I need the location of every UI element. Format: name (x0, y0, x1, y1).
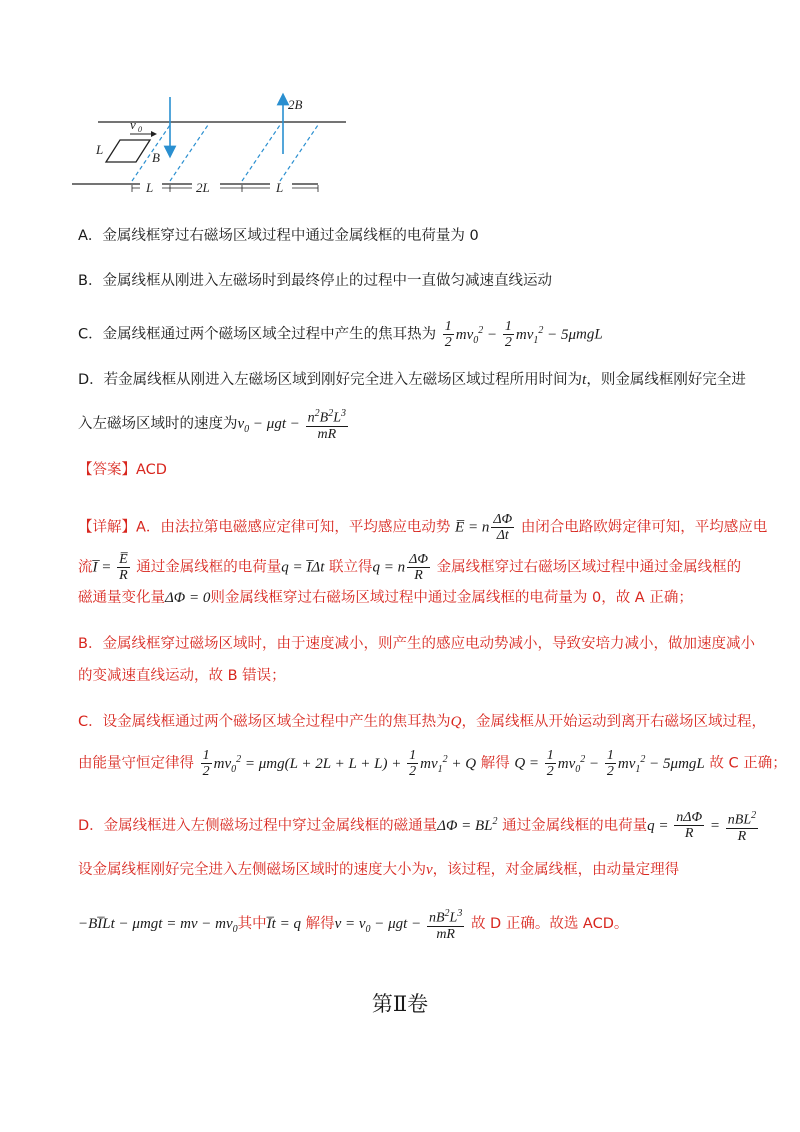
label-B: B (152, 150, 160, 165)
magnetic-field-figure (70, 92, 360, 202)
detail-line-4: B．金属线框穿过磁场区域时，由于速度减小，则产生的感应电动势减小，导致安培力减小，做加速度减小 (78, 636, 755, 652)
option-b: B．金属线框从刚进入左磁场时到最终停止的过程中一直做匀减速直线运动 (78, 273, 552, 289)
option-a: A．金属线框穿过右磁场区域过程中通过金属线框的电荷量为 0 (78, 228, 479, 244)
detail-line-9: 设金属线框刚好完全进入左侧磁场区域时的速度大小为v，该过程，对金属线框，由动量定理得 (78, 862, 680, 878)
detail-line-7: 由能量守恒定律得 $\frac{1}{2}$ $mv_0^2 = \mu mg(L + 2L + L + L)$ + $\frac{1}{2}$ $mv_1^2 + Q$ 解得 Q = $\frac{1}{2}$ $mv_0^2$ − $\frac{1}{2}$ $mv_1^2 - 5\mu mgL$ 故 C 正确； (78, 748, 787, 779)
detail-line-6: C．设金属线框通过两个磁场区域全过程中产生的焦耳热为Q，金属线框从开始运动到离开右磁场区域过程， (78, 714, 766, 730)
label-2B: 2B (288, 97, 303, 112)
option-d-line1: D．若金属线框从刚进入左磁场区域到刚好完全进入左磁场区域过程所用时间为t，则金属线框刚好完全进 (78, 372, 746, 388)
detail-line-8: D．金属线框进入左侧磁场过程中穿过金属线框的磁通量$\Delta\Phi = BL^2$ 通过金属线框的电荷量q = $\frac{\text{nΔΦ}}{R}$ = $\frac{nBL^2}{R}$ (78, 810, 757, 844)
metal-frame (106, 140, 150, 162)
dim-label-L1: L (146, 180, 154, 195)
option-d-line2: 入左磁场区域时的速度为$v_0 - \mu gt$ − $\frac{n^2B^2L^3}{mR}$ (78, 408, 346, 442)
option-c: C．金属线框通过两个磁场区域全过程中产生的焦耳热为 $\frac{1}{2}$ $mv_0^2$ − $\frac{1}{2}$ $mv_1^2 - 5\mu mgL$ (78, 319, 603, 350)
field-boundary-3 (242, 125, 280, 181)
detail-line-10: −BI̅Lt − μmgt = mv − $mv_0$其中I̅t = q 解得$v = v_0 - \mu gt$ − $\frac{nB^2L^3}{mR}$ 故 D 正确。故选 ACD。 (78, 908, 629, 942)
dim-label-2L: 2L (196, 180, 210, 195)
detail-line-5: 的变减速直线运动，故 B 错误； (78, 668, 286, 684)
section-title: 第Ⅱ卷 (371, 992, 429, 1016)
label-v0: v (130, 117, 136, 132)
field-boundary-4 (280, 125, 318, 181)
detail-line-3: 磁通量变化量ΔΦ = 0则金属线框穿过右磁场区域过程中通过金属线框的电荷量为 0，故 A 正确； (78, 590, 693, 606)
detail-line-2: 流I̅ = $\frac{E̅}{R}$ 通过金属线框的电荷量q = I̅Δt 联立得q = n $\frac{\Delta\Phi}{R}$ 金属线框穿过右磁场区域过程中通过金属线框的 (78, 552, 742, 583)
detail-line-1: 【详解】A．由法拉第电磁感应定律可知，平均感应电动势 E̅ = n $\frac{\Delta\Phi}{\Delta t}$ 由闭合电路欧姆定律可知，平均感应电 (78, 512, 768, 543)
svg-text:0: 0 (138, 125, 142, 134)
dim-label-L2: L (276, 180, 284, 195)
label-L: L (96, 142, 104, 157)
answer-label: 【答案】ACD (78, 462, 167, 478)
field-boundary-2 (170, 125, 208, 181)
